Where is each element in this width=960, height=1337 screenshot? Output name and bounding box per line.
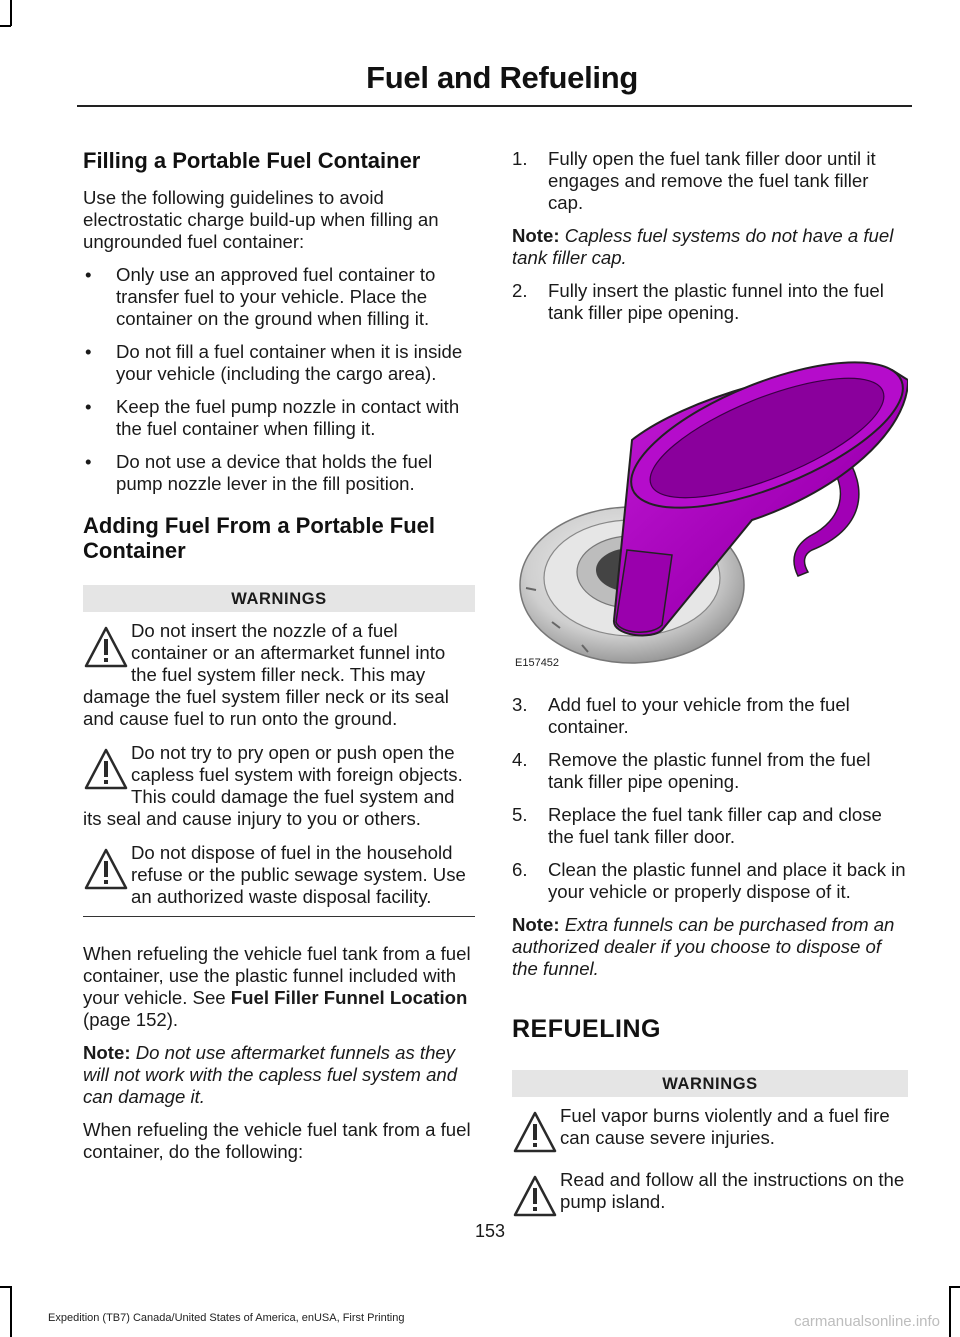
list-item-text: Keep the fuel pump nozzle in contact with the fuel container when filling it. [116, 396, 460, 439]
procedure-steps-2 [512, 280, 908, 324]
bullet: • [85, 341, 92, 362]
warning-item [83, 842, 475, 917]
note-text: Do not use aftermarket funnels as they will not work with the capless fuel system and can damage it. [83, 1042, 458, 1107]
bullet: • [85, 396, 92, 417]
step-number: 5. [512, 804, 528, 825]
warning-triangle-icon [83, 624, 129, 670]
warning-text: Read and follow all the instructions on the pump island. [560, 1169, 905, 1212]
list-item [83, 264, 475, 330]
warning-item [512, 1105, 908, 1157]
step-text: Fully open the fuel tank filler door until it engages and remove the fuel tank filler cap. [548, 148, 876, 213]
page-number: 153 [474, 1221, 506, 1241]
step-item [512, 859, 908, 903]
list-item-text: Do not fill a fuel container when it is inside your vehicle (including the cargo area). [116, 341, 463, 384]
step-number: 2. [512, 280, 528, 301]
warning-triangle-icon [512, 1173, 558, 1219]
note [512, 914, 908, 980]
footer-text: Expedition (TB7) Canada/United States of America, enUSA, First Printing [48, 1312, 405, 1324]
crop-mark [0, 25, 11, 27]
step-text: Replace the fuel tank filler cap and close the fuel tank filler door. [548, 804, 882, 847]
section-title-adding-fuel: Adding Fuel From a Portable Fuel Container [83, 513, 436, 563]
note-label: Note: [512, 914, 560, 935]
figure-label: E157452 [515, 657, 560, 669]
funnel-illustration [512, 340, 908, 676]
step-number: 3. [512, 694, 528, 715]
list-item-text: Do not use a device that holds the fuel pump nozzle lever in the fill position. [116, 451, 433, 494]
crop-mark [10, 0, 12, 26]
warning-item [83, 742, 475, 830]
note [83, 1042, 475, 1108]
cross-reference-link[interactable]: Fuel Filler Funnel Location [230, 987, 468, 1008]
bullet: • [85, 264, 92, 285]
step-text: Remove the plastic funnel from the fuel tank filler pipe opening. [548, 749, 871, 792]
header-rule [77, 105, 912, 107]
list-item [83, 341, 475, 385]
warning-item [83, 620, 475, 730]
step-item [512, 804, 908, 848]
bullet: • [85, 451, 92, 472]
note-text: Capless fuel systems do not have a fuel tank filler cap. [512, 225, 894, 268]
list-item-text: Only use an approved fuel container to transfer fuel to your vehicle. Place the container on the ground when filling it. [116, 264, 436, 329]
crop-mark [10, 1286, 12, 1337]
step-number: 4. [512, 749, 528, 770]
note-text: Extra funnels can be purchased from an authorized dealer if you choose to dispose of the funnel. [512, 914, 895, 979]
warning-text: Fuel vapor burns violently and a fuel fire can cause severe injuries. [560, 1105, 890, 1148]
step-item [512, 694, 908, 738]
section-title-refueling: REFUELING [512, 1015, 661, 1043]
warnings-heading: WARNINGS [83, 585, 475, 612]
step-text: Fully insert the plastic funnel into the fuel tank filler pipe opening. [548, 280, 884, 323]
right-column [512, 140, 908, 1233]
step-text: Clean the plastic funnel and place it back in your vehicle or properly dispose of it. [548, 859, 906, 902]
list-item [83, 451, 475, 495]
watermark: carmanualsonline.info [794, 1313, 940, 1330]
step-item [512, 280, 908, 324]
funnel-paragraph [83, 943, 475, 1031]
step-number: 1. [512, 148, 528, 169]
warnings-heading: WARNINGS [512, 1070, 908, 1097]
left-column [83, 140, 475, 1174]
step-item [512, 148, 908, 214]
procedure-steps-1 [512, 148, 908, 214]
step-item [512, 749, 908, 793]
note-label: Note: [83, 1042, 131, 1063]
note [512, 225, 908, 269]
funnel-in-filler-pipe-image [512, 340, 908, 676]
warning-triangle-icon [83, 746, 129, 792]
warning-text: Do not insert the nozzle of a fuel container or an aftermarket funnel into the fuel system filler neck. This may damage the fuel system filler neck or its seal and cause fuel to run onto the ground. [83, 620, 449, 729]
crop-mark [949, 1286, 951, 1337]
section-title-filling: Filling a Portable Fuel Container [83, 148, 421, 173]
crop-mark [949, 1286, 960, 1288]
warning-triangle-icon [512, 1109, 558, 1155]
step-number: 6. [512, 859, 528, 880]
page-reference: (page 152). [83, 1009, 179, 1030]
warning-item [512, 1169, 908, 1221]
page-header-title: Fuel and Refueling [366, 60, 638, 95]
guideline-list [83, 264, 475, 495]
crop-mark [0, 1286, 11, 1288]
list-item [83, 396, 475, 440]
warning-triangle-icon [83, 846, 129, 892]
procedure-intro: When refueling the vehicle fuel tank from a fuel container, do the following: [83, 1119, 471, 1162]
step-text: Add fuel to your vehicle from the fuel container. [548, 694, 850, 737]
intro-paragraph: Use the following guidelines to avoid electrostatic charge build-up when filling an ungrounded fuel container: [83, 187, 439, 252]
warning-text: Do not try to pry open or push open the capless fuel system with foreign objects. This could damage the fuel system and its seal and cause injury to you or others. [83, 742, 463, 829]
warning-text: Do not dispose of fuel in the household refuse or the public sewage system. Use an authorized waste disposal facility. [131, 842, 466, 907]
note-label: Note: [512, 225, 560, 246]
procedure-steps-3 [512, 694, 908, 903]
paragraph-text: When refueling the vehicle fuel tank from a fuel container, use the plastic funnel included with your vehicle. See [83, 943, 471, 1008]
